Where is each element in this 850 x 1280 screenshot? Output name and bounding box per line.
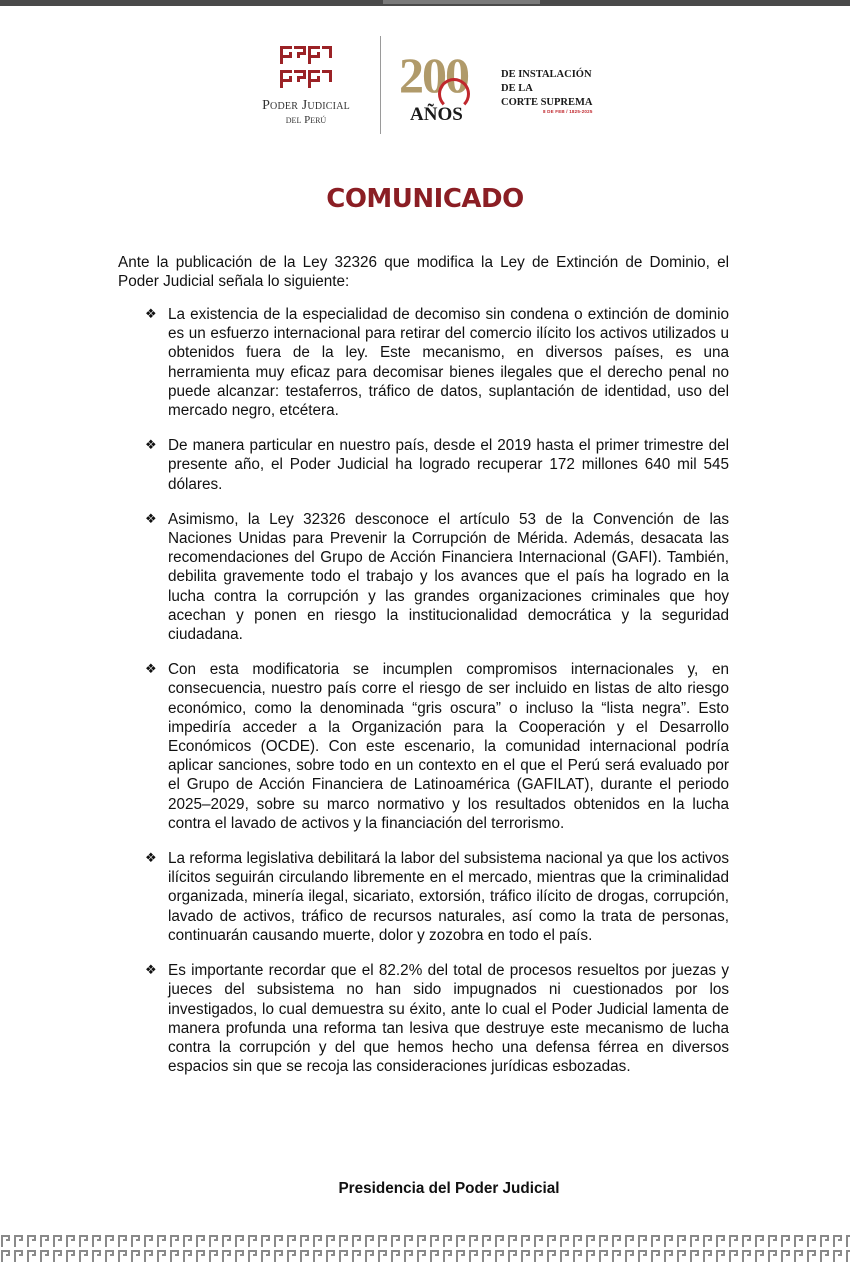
institution-name-line1: Poder Judicial [262, 98, 350, 113]
bullet-item [145, 660, 729, 833]
bullet-item [145, 436, 729, 494]
diamond-bullet-icon: ❖ [145, 963, 157, 979]
anniversary-word: AÑOS [410, 104, 463, 125]
diamond-bullet-icon: ❖ [145, 307, 157, 322]
anniversary-number: 200 [399, 47, 468, 103]
bullet-item [145, 849, 729, 945]
institution-name-line2: del Perú [285, 114, 327, 127]
bullet-item [145, 510, 729, 644]
bullet-item [145, 961, 729, 1076]
letterhead [262, 36, 618, 136]
bullet-text: La reforma legislativa debilitará la labor del subsistema nacional ya que los activos ilícitos seguirán circulando libremente en el mercado, mientras que la criminalidad organizada, minería ilegal, sicariato, extorsión, tráfico ilícito de drogas, corrupción, lavado de activos, tráfico de recursos naturales, así como la trata de personas, continuarán causando muerte, dolor y zozobra en todo el país. [168, 850, 729, 944]
bullet-text: La existencia de la especialidad de decomiso sin condena o extinción de dominio es un esfuerzo internacional para retirar del comercio ilícito los activos utilizados u obtenidos fuera de la ley. Este mecanismo, en diversos países, es una herramienta muy eficaz para decomisar bienes ilegales que el derecho penal no puede alcanzar: testaferros, tráfico de datos, suplantación de identidad, uso del mercado negro, etcétera. [168, 306, 729, 420]
anniversary-date: 8 DE FEB / 1825-2025 [543, 109, 593, 114]
diamond-bullet-icon: ❖ [145, 438, 157, 454]
institution-name [250, 98, 362, 127]
viewer-tab-indicator [383, 0, 540, 4]
footer-pattern [0, 1234, 850, 1264]
header-divider [380, 36, 381, 134]
bullet-text: Es importante recordar que el 82.2% del total de procesos resueltos por juezas y jueces del subsistema no han sido impugnados ni cuestionados por los investigados, lo cual demuestra su éxito, ante lo cual el Poder Judicial lamenta de manera profunda una reforma tan lesiva que destruye este mecanismo de lucha contra la corrupción y del que hemos hecho una defensa férrea en diversos espacios sin que se recoja las consideraciones jurídicas esbozadas. [168, 962, 729, 1076]
anniversary-caption-line: CORTE SUPREMA [501, 97, 593, 108]
bullet-text: Con esta modificatoria se incumplen compromisos internacionales y, en consecuencia, nuestro país corre el riesgo de ser incluido en listas de alto riesgo económico, como la denominada “gris oscura” o incluso la “lista negra”. Esto impediría acceder a la Organización para la Cooperación y el Desarrollo Económicos (OCDE). Con este escenario, la comunidad internacional podría aplicar sanciones, sobre todo en un contexto en el que el Perú será evaluado por el Grupo de Acción Financiera de Latinoamérica (GAFILAT), durante el periodo 2025–2029, sobre su marco normativo y los resultados obtenidos en la lucha contra el lavado de activos y la financiación del terrorismo. [168, 661, 729, 832]
bullet-list [145, 305, 729, 1092]
diamond-bullet-icon: ❖ [145, 851, 157, 867]
document-title: COMUNICADO [326, 184, 524, 214]
anniversary-caption [501, 68, 593, 110]
bullet-text: De manera particular en nuestro país, desde el 2019 hasta el primer trimestre del presente año, el Poder Judicial ha logrado recuperar 172 millones 640 mil 545 dólares. [168, 437, 729, 493]
diamond-bullet-icon: ❖ [145, 511, 157, 527]
anniversary-caption-line: DE LA [501, 83, 533, 94]
bullet-item [145, 305, 729, 420]
viewer-top-bar [0, 0, 850, 6]
signature: Presidencia del Poder Judicial [338, 1180, 560, 1197]
bullet-text: Asimismo, la Ley 32326 desconoce el artículo 53 de la Convención de las Naciones Unidas para Prevenir la Corrupción de Mérida. Además, desacata las recomendaciones del Grupo de Acción Financiera Internacional (GAFI). También, debilita gravemente todo el trabajo y los avances que el país ha logrado en la lucha contra la corrupción y las grandes organizaciones criminales que hoy acechan y ponen en riesgo la institucionalidad democrática y la seguridad ciudadana. [168, 510, 729, 644]
intro-paragraph: Ante la publicación de la Ley 32326 que modifica la Ley de Extinción de Dominio, el Poder Judicial señala lo siguiente: [118, 254, 729, 291]
poder-judicial-logo [278, 44, 334, 92]
diamond-bullet-icon: ❖ [145, 662, 157, 678]
anniversary-caption-line: DE INSTALACIÓN [501, 69, 592, 80]
